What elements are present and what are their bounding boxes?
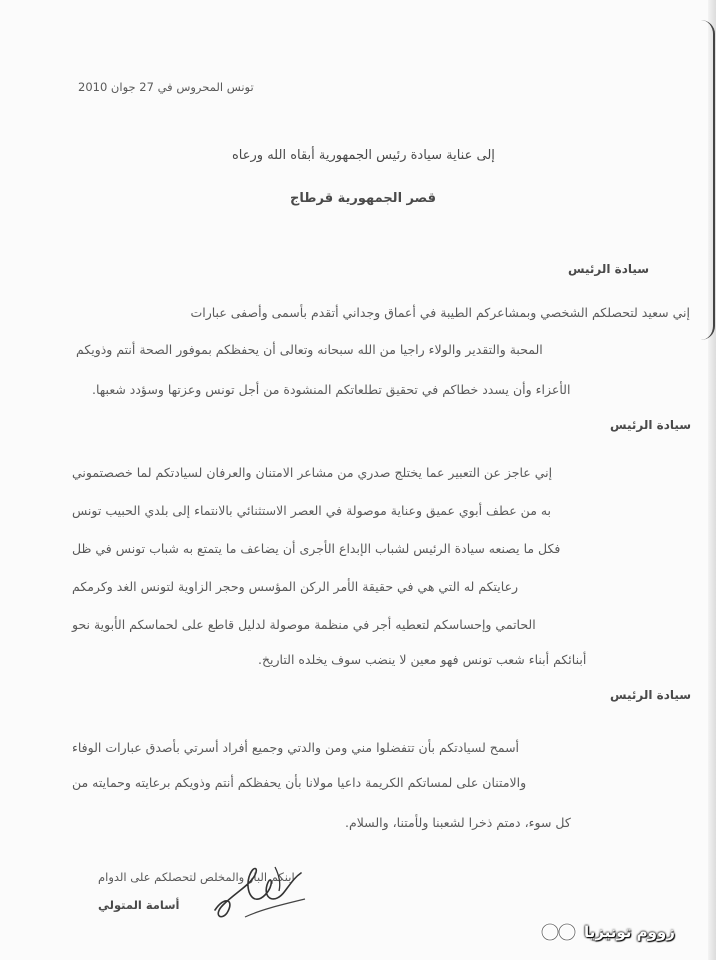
para2-line-4: رعايتكم له التي هي في حقيقة الأمر الركن المؤسس وحجر الزاوية لتونس الغد وكرمكم [72, 579, 519, 594]
salutation-2: سيادة الرئيس [610, 418, 692, 432]
zoom-logo-icon [540, 921, 578, 943]
watermark [540, 918, 675, 946]
handwritten-signature [205, 855, 315, 925]
para1-line-1: إني سعيد لتحصلكم الشخصي وبمشاعركم الطيبة في أعماق وجداني أتقدم بأسمى وأصفى عبارات [190, 305, 690, 320]
letter-closing: ابنكم البار والمخلص لتحصلكم على الدوام [98, 870, 295, 884]
page-curl-shadow [699, 20, 715, 340]
salutation-1: سيادة الرئيس [568, 262, 650, 276]
para3-line-3: كل سوء، دمتم ذخرا لشعبنا ولأمتنا، والسلام. [345, 815, 571, 830]
para1-line-2: المحبة والتقدير والولاء راجيا من الله سبحانه وتعالى أن يحفظكم بموفور الصحة أنتم وذويكم [76, 342, 543, 357]
letter-date: تونس المحروس في 27 جوان 2010 [78, 80, 254, 94]
para3-line-1: أسمح لسيادتكم بأن تتفضلوا مني ومن والدتي وجميع أفراد أسرتي بأصدق عبارات الوفاء [72, 740, 520, 755]
letter-signatory-name: أسامة المتولي [98, 898, 180, 912]
letter-palace: قصر الجمهورية قرطاج [290, 191, 436, 206]
para2-line-3: فكل ما يصنعه سيادة الرئيس لشباب الإبداع الأجرى أن يضاعف ما يتمتع به شباب تونس في ظل [72, 541, 561, 556]
para2-line-5: الحاتمي وإحساسكم لتعطيه أجر في منظمة موصولة لدليل قاطع على لحماسكم الأبوية نحو [72, 617, 536, 632]
salutation-3: سيادة الرئيس [610, 688, 692, 702]
para3-line-2: والامتنان على لمساتكم الكريمة داعيا مولانا بأن يحفظكم أنتم وذويكم برعايته وحمايته من [72, 775, 527, 790]
watermark-text: زووم تونيزيا [584, 923, 675, 941]
para1-line-3: الأعزاء وأن يسدد خطاكم في تحقيق تطلعاتكم المنشودة من أجل تونس وعزتها وسؤدد شعبها. [92, 382, 571, 397]
para2-line-1: إني عاجز عن التعبير عما يختلج صدري من مشاعر الامتنان والعرفان لسيادتكم لما خصصتموني [72, 465, 553, 480]
para2-line-2: به من عطف أبوي عميق وعناية موصولة في العصر الاستثنائي بالانتماء إلى بلدي الحبيب تونس [72, 503, 552, 518]
letter-address: إلى عناية سيادة رئيس الجمهورية أبقاه الله ورعاه [232, 148, 495, 163]
para2-line-6: أبنائكم أبناء شعب تونس فهو معين لا ينضب سوف يخلده التاريخ. [258, 652, 587, 667]
